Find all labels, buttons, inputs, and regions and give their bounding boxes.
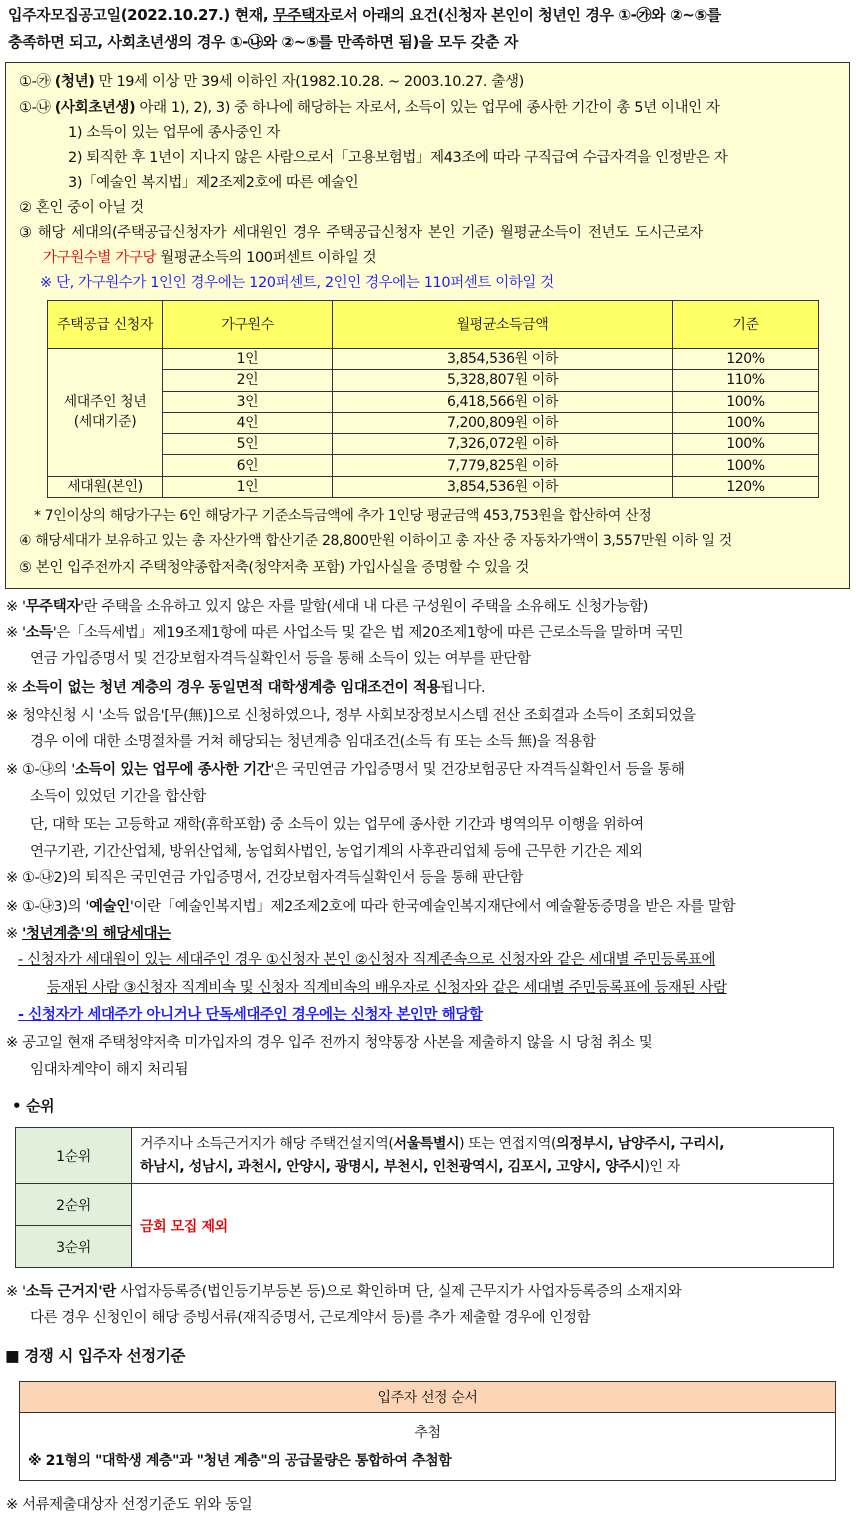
intro-line-2: 충족하면 되고, 사회초년생의 경우 ①-㉯와 ②~⑤를 만족하면 됨)을 모두 갖춘 자 <box>8 33 518 51</box>
header-criteria: 기준 <box>673 301 819 349</box>
text: ①-㉮ <box>19 74 55 90</box>
note-income-2: 연금 가입증명서 및 건강보험자격득실확인서 등을 통해 소득이 있는 여부를 판단함 <box>30 651 531 667</box>
cell: 5,328,807원 이하 <box>333 370 673 391</box>
sub-item-2: 2) 퇴직한 후 1년이 지나지 않은 사람으로서「고용보험법」제43조에 따라 구직급여 수급자격을 인정받은 자 <box>68 150 728 166</box>
text: 예술인 <box>88 899 130 915</box>
text: (사회초년생) <box>54 100 136 116</box>
header-applicant: 주택공급 신청자 <box>48 301 163 349</box>
note-no-house <box>6 595 648 616</box>
text: '은 국민연금 가입증명서 및 건강보험공단 자격득실확인서 등을 통해 <box>270 762 685 778</box>
note-youth-household <box>6 922 171 943</box>
criterion-income: ③ 해당 세대의(주택공급신청자가 세대원인 경우 주택공급신청자 본인 기준) 월평균소득이 전년도 도시근로자 <box>19 225 703 241</box>
rank-3: 3순위 <box>16 1226 132 1268</box>
cell: 5인 <box>163 434 333 455</box>
sub-item-1: 1) 소득이 있는 업무에 종사중인 자 <box>68 125 281 141</box>
note-work-period-3: 단, 대학 또는 고등학교 재학(휴학포함) 중 소득이 있는 업무에 종사한 기간과 병역의무 이행을 위하여 <box>30 817 644 833</box>
text: ) 또는 연접지역( <box>459 1135 557 1152</box>
text: '은「소득세법」제19조제1항에 따른 사업소득 및 같은 법 제20조제1항에 따른 근로소득을 말하며 국민 <box>52 625 684 641</box>
table-row <box>48 349 819 370</box>
text: 로서 아래의 요건(신청자 본인이 청년인 경우 ①-㉮와 ②~⑤를 <box>329 6 721 24</box>
text: 소득이 있는 업무에 종사한 기간 <box>74 762 271 778</box>
cell: 1인 <box>163 476 333 497</box>
selection-body <box>20 1413 836 1481</box>
selection-heading: ■ 경쟁 시 입주자 선정기준 <box>5 1347 185 1365</box>
criterion-unmarried: ② 혼인 중이 아닐 것 <box>19 200 144 216</box>
text: 세대주인 청년 <box>63 394 147 411</box>
rank-1: 1순위 <box>16 1128 132 1184</box>
text: 사업자등록증(법인등기부등본 등)으로 확인하며 단, 실제 근무지가 사업자등록증의 소재지와 <box>115 1284 682 1300</box>
criterion-income-note: ※ 단, 가구원수가 1인인 경우에는 120퍼센트, 2인인 경우에는 110퍼센트 이하일 것 <box>40 275 554 291</box>
text: (청년) <box>54 74 95 90</box>
group-householder <box>48 349 163 477</box>
table-row <box>48 391 819 412</box>
note-income-base-2: 다른 경우 신청인이 해당 증빙서류(재직증명서, 근로계약서 등)를 추가 제출할 경우에 인정함 <box>30 1310 591 1326</box>
cell: 4인 <box>163 412 333 433</box>
text: ①-㉯ <box>19 100 55 116</box>
cell: 120% <box>673 349 819 370</box>
text: (세대기준) <box>73 414 137 431</box>
text: 소득이 없는 청년 계층의 경우 동일면적 대학생계층 임대조건이 적용 <box>21 680 441 696</box>
table-row <box>48 455 819 476</box>
criterion-assets: ④ 해당세대가 보유하고 있는 총 자산가액 합산기준 28,800만원 이하이고 총 자산 중 자동차가액이 3,557만원 이하 일 것 <box>19 533 732 549</box>
text: 가구원수별 가구당 <box>43 250 157 266</box>
text: 입주자모집공고일(2022.10.27.) 현재, <box>8 6 273 24</box>
cell: 3인 <box>163 391 333 412</box>
table-row <box>48 370 819 391</box>
text: ※ ①-㉯의 ' <box>6 762 75 778</box>
cell: 7,200,809원 이하 <box>333 412 673 433</box>
rank-heading: • 순위 <box>12 1097 55 1115</box>
selection-header: 입주자 선정 순서 <box>20 1382 836 1413</box>
text: 무주택자 <box>25 599 80 615</box>
text: ※ ①-㉯3)의 ' <box>6 899 89 915</box>
cell: 3,854,536원 이하 <box>333 476 673 497</box>
income-table <box>47 300 819 498</box>
cell: 2인 <box>163 370 333 391</box>
text: 월평균소득의 100퍼센트 이하일 것 <box>156 250 377 266</box>
criterion-savings: ⑤ 본인 입주전까지 주택청약종합저축(청약저축 포함) 가입사실을 증명할 수 있을 것 <box>19 560 530 576</box>
text: ※ <box>6 680 22 696</box>
text: ※ ' <box>6 625 26 641</box>
selection-table <box>19 1381 836 1481</box>
youth-household-rule-2: - 신청자가 세대주가 아니거나 단독세대주인 경우에는 신청자 본인만 해당함 <box>18 1007 483 1023</box>
text: ※ <box>6 926 22 942</box>
cell: 6,418,566원 이하 <box>333 391 673 412</box>
note-artist <box>6 895 735 916</box>
note-work-period <box>6 758 684 779</box>
rank-table <box>15 1127 834 1268</box>
text: 거주지나 소득근거지가 해당 주택건설지역( <box>140 1135 394 1152</box>
table-row <box>48 412 819 433</box>
note-income <box>6 621 683 642</box>
criterion-new-worker <box>19 96 720 117</box>
text: 하남시, 성남시, 과천시, 안양시, 광명시, 부천시, 인천광역시, 김포시, 고양시, 양주시 <box>140 1158 645 1175</box>
youth-household-rule-1b: 등재된 사람 ③신청자 직계비속 및 신청자 직계비속의 배우자로 신청자와 같은 세대별 주민등록표에 등재된 사람 <box>47 980 727 996</box>
cell: 1인 <box>163 349 333 370</box>
table-row <box>48 476 819 497</box>
text: )인 자 <box>644 1158 680 1175</box>
youth-household-rule-1: - 신청자가 세대원이 있는 세대주인 경우 ①신청자 본인 ②신청자 직계존속으로 신청자와 같은 세대별 주민등록표에 <box>18 952 716 968</box>
criterion-youth <box>19 70 524 91</box>
sub-item-3: 3)「예술인 복지법」제2조제2호에 따른 예술인 <box>68 175 359 191</box>
table-row <box>16 1128 834 1184</box>
table-row <box>16 1184 834 1226</box>
note-application: ※ 청약신청 시 '소득 없음'[무(無)]으로 신청하였으나, 정부 사회보장정보시스템 전산 조회결과 소득이 조회되었을 <box>6 708 696 724</box>
rank-1-desc <box>132 1128 834 1184</box>
text: ※ ' <box>6 1284 26 1300</box>
text: '란 주택을 소유하고 있지 않은 자를 말함(세대 내 다른 구성원이 주택을 소유해도 신청가능함) <box>79 599 649 615</box>
text: ※ ' <box>6 599 26 615</box>
cell: 120% <box>673 476 819 497</box>
text: 의정부시, 남양주시, 구리시, <box>556 1135 725 1152</box>
note-retirement: ※ ①-㉯2)의 퇴직은 국민연금 가입증명서, 건강보험자격득실확인서 등을 통해 판단함 <box>6 870 524 886</box>
rank-2: 2순위 <box>16 1184 132 1226</box>
text: 만 19세 이상 만 39세 이하인 자(1982.10.28. ~ 2003.10.27. 출생) <box>94 74 524 90</box>
header-household-size: 가구원수 <box>163 301 333 349</box>
header-income: 월평균소득금액 <box>333 301 673 349</box>
cell: 7,326,072원 이하 <box>333 434 673 455</box>
cell: 100% <box>673 391 819 412</box>
note-savings: ※ 공고일 현재 주택청약저축 미가입자의 경우 입주 전까지 청약통장 사본을 제출하지 않을 시 당첨 취소 및 <box>6 1035 653 1051</box>
criterion-income-2 <box>43 246 376 267</box>
text: 아래 1), 2), 3) 중 하나에 해당하는 자로서, 소득이 있는 업무에 종사한 기간이 총 5년 이내인 자 <box>135 100 720 116</box>
income-footnote: * 7인이상의 해당가구는 6인 해당가구 기준소득금액에 추가 1인당 평균금액 453,753원을 합산하여 산정 <box>34 508 652 524</box>
text: 소득 근거지'란 <box>25 1284 116 1300</box>
cell: 110% <box>673 370 819 391</box>
selection-method: 추첨 <box>414 1424 441 1441</box>
note-savings-2: 임대차계약이 해지 처리됨 <box>30 1062 189 1078</box>
text: '청년계층'의 해당세대는 <box>21 926 171 942</box>
text: 됩니다. <box>440 680 486 696</box>
cell: 3,854,536원 이하 <box>333 349 673 370</box>
note-work-period-2: 소득이 있었던 기간을 합산함 <box>30 789 206 805</box>
cell: 100% <box>673 412 819 433</box>
cell: 6인 <box>163 455 333 476</box>
intro-line-1 <box>8 4 721 25</box>
cell: 100% <box>673 434 819 455</box>
excluded-label: 금회 모집 제외 <box>132 1184 834 1268</box>
group-member: 세대원(본인) <box>48 476 163 497</box>
table-row <box>48 434 819 455</box>
text: 서울특별시 <box>393 1135 460 1152</box>
text: 무주택자 <box>272 6 330 24</box>
selection-note: ※ 21형의 "대학생 계층"과 "청년 계층"의 공급물량은 통합하여 추첨함 <box>28 1452 452 1469</box>
text: '이란「예술인복지법」제2조제2호에 따라 한국예술인복지재단에서 예술활동증명을 받은 자를 말함 <box>129 899 736 915</box>
note-work-period-4: 연구기관, 기간산업체, 방위산업체, 농업회사법인, 농업기계의 사후관리업체 등에 근무한 기간은 제외 <box>30 844 643 860</box>
cell: 100% <box>673 455 819 476</box>
note-application-2: 경우 이에 대한 소명절차를 거쳐 해당되는 청년계층 임대조건(소득 有 또는 소득 無)을 적용함 <box>30 734 596 750</box>
cell: 7,779,825원 이하 <box>333 455 673 476</box>
final-note: ※ 서류제출대상자 선정기준도 위와 동일 <box>6 1497 253 1513</box>
text: 소득 <box>25 625 53 641</box>
note-income-base <box>6 1280 681 1301</box>
note-no-income <box>6 676 485 697</box>
